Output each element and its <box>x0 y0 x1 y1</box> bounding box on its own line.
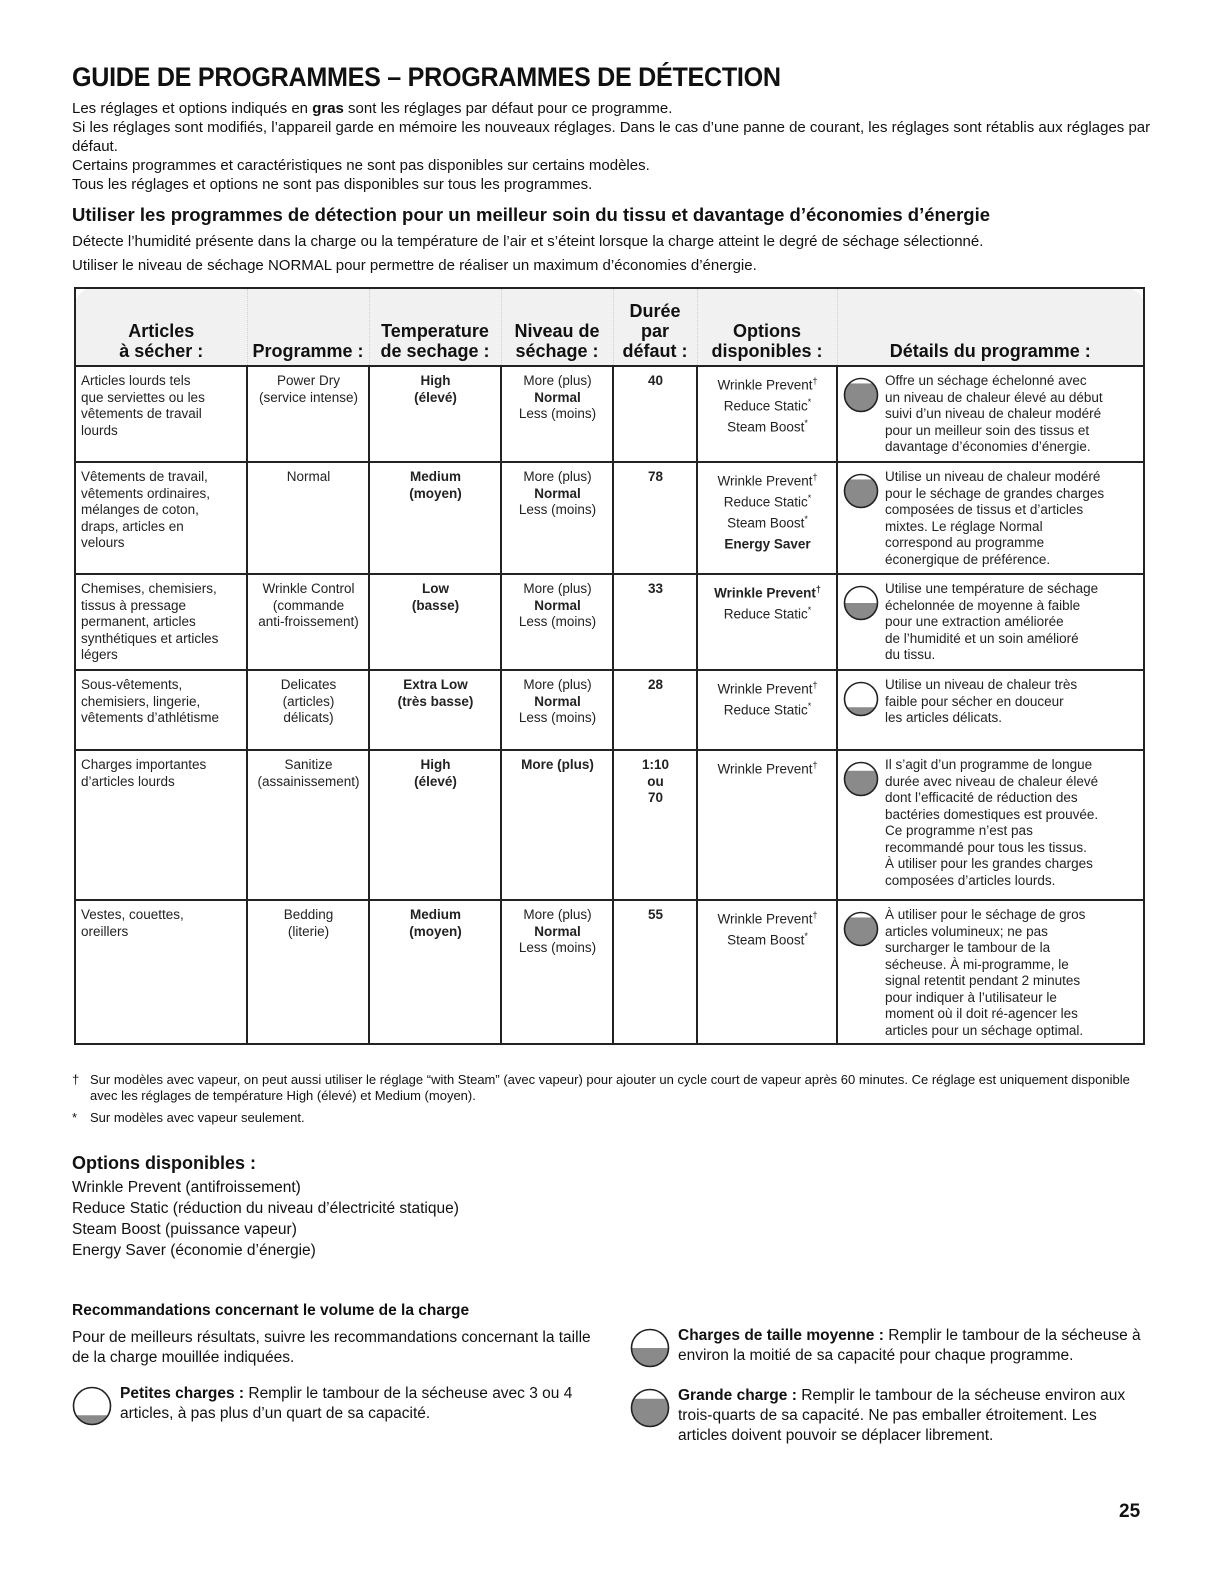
details-line: composées de tissus et d’articles <box>885 502 1084 517</box>
articles-line: chemisiers, lingerie, <box>81 693 201 709</box>
full-load-icon <box>843 907 885 952</box>
cell-duree <box>613 366 697 462</box>
cell-options <box>697 462 837 574</box>
header-text: Articles <box>128 321 195 341</box>
details-line: À utiliser pour les grandes charges <box>885 856 1093 871</box>
option-line <box>703 373 832 394</box>
articles-line: synthétiques et articles <box>81 630 219 646</box>
cell-niveau <box>501 574 613 670</box>
option-line <box>703 490 832 511</box>
articles-line: mélanges de coton, <box>81 502 199 517</box>
option-name: Reduce Static <box>723 702 808 718</box>
header-temperature <box>369 288 501 366</box>
duree-line: 28 <box>647 677 664 692</box>
details-line: de l’humidité et un soin amélioré <box>885 630 1079 646</box>
articles-line: légers <box>81 647 118 662</box>
articles-line: Vêtements de travail, <box>81 469 208 484</box>
recommendations-intro: Pour de meilleurs résultats, suivre les recommandations concernant la taille de la charge mouillée indiquées. <box>72 1329 591 1366</box>
temperature-line: (moyen) <box>409 923 462 939</box>
details-line: Utilise un niveau de chaleur modéré <box>885 469 1101 484</box>
page-title: GUIDE DE PROGRAMMES – PROGRAMMES DE DÉTECTION <box>72 62 781 92</box>
details-line: bactéries domestiques est prouvée. <box>885 806 1099 822</box>
cell-programme <box>247 900 369 1044</box>
programme-line: Delicates <box>280 677 337 692</box>
intro-line-2: Si les réglages sont modifiés, l’appareil garde en mémoire les nouveaux réglages. Dans le cas d’une panne de courant, les réglages sont rétablis aux réglages par défaut. <box>72 119 1151 155</box>
programme-line: Power Dry <box>276 373 340 388</box>
articles-line: Chemises, chemisiers, <box>81 581 217 596</box>
table-row <box>75 670 1144 750</box>
recommendations-title: Recommandations concernant le volume de la charge <box>72 1302 470 1319</box>
option-note-mark: * <box>804 418 808 428</box>
temperature-line: (basse) <box>411 597 460 613</box>
niveau-more: More (plus) <box>523 677 592 692</box>
recommendations-left <box>72 1328 592 1432</box>
cell-temperature <box>369 574 501 670</box>
niveau-normal: Normal <box>534 389 581 405</box>
medium-load-icon <box>630 1326 678 1374</box>
details-line: durée avec niveau de chaleur élevé <box>885 773 1099 789</box>
cell-programme <box>247 670 369 750</box>
option-name: Wrinkle Prevent <box>717 681 813 697</box>
option-note-mark: † <box>812 910 818 920</box>
temperature-line: High <box>420 373 451 388</box>
programme-line: (commande <box>272 597 345 613</box>
cell-articles <box>75 574 247 670</box>
header-text: Détails du programme : <box>889 341 1091 361</box>
option-note-mark: * <box>807 397 812 407</box>
small-load-note <box>72 1384 592 1432</box>
articles-line: velours <box>81 535 125 550</box>
program-table <box>74 287 1145 1045</box>
details-line: recommandé pour tous les tissus. <box>885 839 1087 855</box>
articles-line: Charges importantes <box>81 757 207 772</box>
niveau-less: Less (moins) <box>518 502 597 517</box>
details-line: moment où il doit ré-agencer les <box>885 1006 1078 1021</box>
option-item: Wrinkle Prevent (antifroissement) <box>72 1179 301 1196</box>
details-text <box>885 373 1139 456</box>
temperature-line: Medium <box>409 907 461 922</box>
details-line: pour indiquer à l’utilisateur le <box>885 989 1057 1005</box>
option-line <box>703 698 832 719</box>
option-name: Wrinkle Prevent <box>717 377 813 393</box>
cell-details <box>837 366 1144 462</box>
details-line: un niveau de chaleur élevé au début <box>885 389 1103 405</box>
details-line: Ce programme n’est pas <box>885 823 1033 838</box>
intro-text: Les réglages et options indiqués en <box>72 100 309 117</box>
niveau-more: More (plus) <box>523 469 592 484</box>
option-item: Energy Saver (économie d’énergie) <box>72 1242 316 1259</box>
duree-line: ou <box>647 773 664 789</box>
cell-options <box>697 366 837 462</box>
details-line: articles pour un séchage optimal. <box>885 1022 1084 1038</box>
option-name: Wrinkle Prevent <box>717 473 813 489</box>
programme-line: (service intense) <box>258 389 359 405</box>
footnote-mark: * <box>72 1110 78 1125</box>
intro-text: sont les réglages par défaut pour ce programme. <box>348 100 673 117</box>
description-block <box>72 232 1152 275</box>
program-table-body <box>75 366 1144 1044</box>
articles-line: tissus à pressage <box>81 597 187 613</box>
duree-line: 78 <box>647 469 664 484</box>
details-line: dont l’efficacité de réduction des <box>885 790 1078 805</box>
articles-line: Vestes, couettes, <box>81 907 184 922</box>
details-line: faible pour sécher en douceur <box>885 693 1064 709</box>
niveau-less: Less (moins) <box>518 406 597 421</box>
articles-line: draps, articles en <box>81 518 184 534</box>
full-load-icon <box>843 469 885 514</box>
details-line: Offre un séchage échelonné avec <box>885 373 1087 388</box>
details-line: du tissu. <box>885 647 936 662</box>
details-text <box>885 907 1139 1039</box>
cell-programme <box>247 462 369 574</box>
details-line: Utilise une température de séchage <box>885 581 1099 596</box>
cell-duree <box>613 750 697 900</box>
intro-line-1 <box>72 99 1152 118</box>
option-line <box>703 581 832 602</box>
articles-line: d’articles lourds <box>81 773 175 789</box>
large-load-icon <box>630 1386 678 1434</box>
programme-line: (assainissement) <box>257 773 360 789</box>
details-line: Il s’agit d’un programme de longue <box>885 757 1093 772</box>
details-line: pour un meilleur soin des tissus et <box>885 422 1090 438</box>
temperature-line: (élevé) <box>414 773 457 789</box>
articles-line: vêtements de travail <box>81 406 202 421</box>
cell-details <box>837 900 1144 1044</box>
option-note-mark: * <box>804 514 808 524</box>
duree-line: 70 <box>647 790 664 805</box>
medium-load-icon <box>843 581 885 626</box>
option-name: Wrinkle Prevent <box>717 911 813 927</box>
details-line: mixtes. Le réglage Normal <box>885 518 1043 534</box>
details-line: correspond au programme <box>885 535 1045 550</box>
cell-temperature <box>369 750 501 900</box>
temperature-line: High <box>420 757 451 772</box>
temperature-line: (très basse) <box>397 693 474 709</box>
header-text: Options <box>733 321 801 341</box>
articles-line: vêtements d’athlétisme <box>81 710 220 725</box>
option-note-mark: † <box>815 584 821 594</box>
niveau-more: More (plus) <box>521 757 594 772</box>
full-load-icon <box>843 373 885 418</box>
section-heading: Utiliser les programmes de détection pour un meilleur soin du tissu et davantage d’économies d’énergie <box>72 204 991 225</box>
cell-options <box>697 574 837 670</box>
option-note-mark: * <box>807 493 812 503</box>
temperature-line: Extra Low <box>403 677 468 692</box>
options-title: Options disponibles : <box>72 1153 256 1173</box>
details-wrap <box>843 907 1139 1039</box>
header-text: Programme : <box>252 341 364 361</box>
header-text: Niveau de <box>514 321 600 341</box>
details-text <box>885 469 1139 568</box>
cell-articles <box>75 462 247 574</box>
option-note-mark: † <box>812 680 818 690</box>
cell-niveau <box>501 900 613 1044</box>
option-line <box>703 928 832 949</box>
footnote-text: Sur modèles avec vapeur seulement. <box>90 1110 305 1125</box>
cell-temperature <box>369 366 501 462</box>
details-text <box>885 757 1139 889</box>
temperature-line: Low <box>422 581 449 596</box>
large-load-desc: Remplir le tambour de la sécheuse environ aux trois-quarts de sa capacité. Ne pas emballer étroitement. Les articles doivent pouvoir se déplacer librement. <box>678 1387 1126 1444</box>
program-table-wrapper <box>74 287 1143 1045</box>
large-load-text <box>678 1386 1150 1446</box>
niveau-more: More (plus) <box>523 907 592 922</box>
header-text: Temperature <box>381 321 489 341</box>
table-header-row <box>75 288 1144 366</box>
niveau-normal: Normal <box>534 693 581 709</box>
articles-line: permanent, articles <box>81 614 196 629</box>
small-load-text <box>120 1384 592 1424</box>
details-line: pour le séchage de grandes charges <box>885 485 1105 501</box>
option-note-mark: † <box>812 472 818 482</box>
details-line: surcharger le tambour de la <box>885 940 1051 955</box>
details-wrap <box>843 469 1139 568</box>
programme-line: Normal <box>286 469 331 484</box>
option-name: Reduce Static <box>723 494 808 510</box>
small-load-icon <box>843 677 885 722</box>
details-line: éconergique de préférence. <box>885 551 1051 567</box>
footnote-text: Sur modèles avec vapeur, on peut aussi utiliser le réglage “with Steam” (avec vapeur) pour ajouter un cycle court de vapeur après 60 minutes. Ce réglage est uniquement disponible avec les réglages de température High (élevé) et Medium (moyen). <box>90 1072 1130 1103</box>
option-note-mark: † <box>812 376 818 386</box>
cell-niveau <box>501 750 613 900</box>
option-name: Steam Boost <box>727 932 805 948</box>
programme-line: anti-froissement) <box>258 614 359 629</box>
medium-load-note <box>630 1326 1150 1374</box>
intro-block <box>72 99 1152 194</box>
cell-programme <box>247 366 369 462</box>
page-number: 25 <box>1119 1501 1141 1522</box>
footnotes <box>72 1072 1152 1132</box>
footnote-dagger <box>72 1072 1152 1104</box>
duree-line: 40 <box>647 373 664 388</box>
cell-articles <box>75 900 247 1044</box>
cell-details <box>837 574 1144 670</box>
footnote-asterisk <box>72 1110 1152 1126</box>
programme-line: Sanitize <box>284 757 333 772</box>
option-line <box>703 469 832 490</box>
cell-niveau <box>501 670 613 750</box>
option-note-mark: * <box>804 931 808 941</box>
programme-line: (literie) <box>287 923 330 939</box>
intro-line-4: Tous les réglages et options ne sont pas disponibles sur tous les programmes. <box>72 176 593 193</box>
header-text: disponibles : <box>711 341 823 361</box>
articles-line: Sous-vêtements, <box>81 677 183 692</box>
details-line: pour une extraction améliorée <box>885 614 1064 629</box>
medium-load-desc: Remplir le tambour de la sécheuse à environ la moitié de sa capacité pour chaque programme. <box>678 1327 1141 1364</box>
table-row <box>75 750 1144 900</box>
option-line <box>703 511 832 532</box>
header-text: de sechage : <box>380 341 490 361</box>
niveau-more: More (plus) <box>523 581 592 596</box>
niveau-more: More (plus) <box>523 373 592 388</box>
medium-load-label: Charges de taille moyenne : <box>678 1327 884 1344</box>
articles-line: oreillers <box>81 923 129 939</box>
temperature-line: (élevé) <box>414 389 457 405</box>
option-name: Reduce Static <box>723 606 808 622</box>
header-text: séchage : <box>515 341 599 361</box>
cell-articles <box>75 670 247 750</box>
niveau-normal: Normal <box>534 923 581 939</box>
page-header <box>72 62 1152 280</box>
option-line <box>703 602 832 623</box>
programme-line: délicats) <box>283 710 334 725</box>
programme-line: Bedding <box>283 907 334 922</box>
niveau-less: Less (moins) <box>518 940 597 955</box>
large-load-label: Grande charge : <box>678 1387 797 1404</box>
cell-niveau <box>501 462 613 574</box>
articles-line: lourds <box>81 422 118 438</box>
details-line: À utiliser pour le séchage de gros <box>885 907 1086 922</box>
header-duree <box>613 288 697 366</box>
cell-options <box>697 900 837 1044</box>
cell-options <box>697 670 837 750</box>
description-p1: Détecte l’humidité présente dans la charge ou la température de l’air et s’éteint lorsque la charge atteint le degré de séchage sélectionné. <box>72 233 984 250</box>
table-row <box>75 900 1144 1044</box>
articles-line: vêtements ordinaires, <box>81 485 211 501</box>
details-line: Utilise un niveau de chaleur très <box>885 677 1078 692</box>
articles-line: que serviettes ou les <box>81 389 205 405</box>
option-note-mark: † <box>812 760 818 770</box>
options-section <box>72 1153 772 1261</box>
cell-articles <box>75 366 247 462</box>
option-line <box>703 757 832 778</box>
programme-line: Wrinkle Control <box>262 581 355 596</box>
cell-details <box>837 750 1144 900</box>
details-line: les articles délicats. <box>885 710 1003 725</box>
header-text: défaut : <box>622 341 688 361</box>
option-note-mark: * <box>807 605 812 615</box>
cell-temperature <box>369 900 501 1044</box>
small-load-desc: Remplir le tambour de la sécheuse avec 3 ou 4 articles, à pas plus d’un quart de sa capacité. <box>120 1385 573 1422</box>
option-line <box>703 677 832 698</box>
intro-line-3: Certains programmes et caractéristiques ne sont pas disponibles sur certains modèles. <box>72 157 650 174</box>
option-name: Reduce Static <box>723 398 808 414</box>
duree-line: 1:10 <box>641 757 670 772</box>
duree-line: 33 <box>647 581 664 596</box>
recommendations-right <box>630 1326 1150 1446</box>
cell-duree <box>613 574 697 670</box>
medium-load-text <box>678 1326 1150 1366</box>
header-niveau <box>501 288 613 366</box>
temperature-line: (moyen) <box>409 485 462 501</box>
niveau-normal: Normal <box>534 485 581 501</box>
duree-line: 55 <box>647 907 664 922</box>
option-item: Steam Boost (puissance vapeur) <box>72 1221 297 1238</box>
header-text: par <box>640 321 669 341</box>
cell-details <box>837 670 1144 750</box>
cell-duree <box>613 900 697 1044</box>
table-row <box>75 366 1144 462</box>
details-line: signal retentit pendant 2 minutes <box>885 973 1081 988</box>
header-text: Durée <box>629 301 681 321</box>
option-note-mark: * <box>807 701 812 711</box>
details-line: suivi d’un niveau de chaleur modéré <box>885 406 1102 421</box>
header-options <box>697 288 837 366</box>
option-line <box>703 415 832 436</box>
cell-duree <box>613 670 697 750</box>
option-name: Steam Boost <box>727 419 805 435</box>
details-line: composées d’articles lourds. <box>885 872 1056 888</box>
header-articles <box>75 288 247 366</box>
niveau-normal: Normal <box>534 597 581 613</box>
details-line: échelonnée de moyenne à faible <box>885 597 1081 613</box>
table-row <box>75 574 1144 670</box>
option-name: Wrinkle Prevent <box>717 761 813 777</box>
cell-programme <box>247 574 369 670</box>
programme-line: (articles) <box>282 693 335 709</box>
details-line: articles volumineux; ne pas <box>885 923 1048 939</box>
option-line <box>703 907 832 928</box>
table-row <box>75 462 1144 574</box>
option-line <box>703 394 832 415</box>
recommendations-section <box>72 1302 1152 1444</box>
option-name: Steam Boost <box>727 515 805 531</box>
cell-temperature <box>369 670 501 750</box>
details-text <box>885 581 1139 664</box>
header-programme <box>247 288 369 366</box>
cell-temperature <box>369 462 501 574</box>
option-line <box>703 532 832 553</box>
cell-duree <box>613 462 697 574</box>
option-name: Wrinkle Prevent <box>714 585 816 601</box>
header-text: à sécher : <box>119 341 204 361</box>
footnote-mark: † <box>72 1072 80 1087</box>
option-item: Reduce Static (réduction du niveau d’électricité statique) <box>72 1200 459 1217</box>
details-line: davantage d’économies d’énergie. <box>885 439 1091 454</box>
details-wrap <box>843 581 1139 664</box>
small-load-label: Petites charges : <box>120 1385 245 1402</box>
cell-options <box>697 750 837 900</box>
details-wrap <box>843 373 1139 456</box>
header-details <box>837 288 1144 366</box>
niveau-less: Less (moins) <box>518 710 597 725</box>
small-load-icon <box>72 1384 120 1432</box>
temperature-line: Medium <box>409 469 461 484</box>
details-line: sécheuse. À mi-programme, le <box>885 956 1069 972</box>
option-name: Energy Saver <box>724 536 811 552</box>
details-wrap <box>843 677 1139 727</box>
niveau-less: Less (moins) <box>518 614 597 629</box>
cell-programme <box>247 750 369 900</box>
details-wrap <box>843 757 1139 889</box>
details-text <box>885 677 1139 727</box>
intro-bold-word: gras <box>312 100 344 117</box>
articles-line: Articles lourds tels <box>81 373 191 388</box>
large-load-icon <box>843 757 885 802</box>
large-load-note <box>630 1386 1150 1446</box>
description-p2: Utiliser le niveau de séchage NORMAL pour permettre de réaliser un maximum d’économies d’énergie. <box>72 257 757 274</box>
cell-niveau <box>501 366 613 462</box>
cell-details <box>837 462 1144 574</box>
cell-articles <box>75 750 247 900</box>
